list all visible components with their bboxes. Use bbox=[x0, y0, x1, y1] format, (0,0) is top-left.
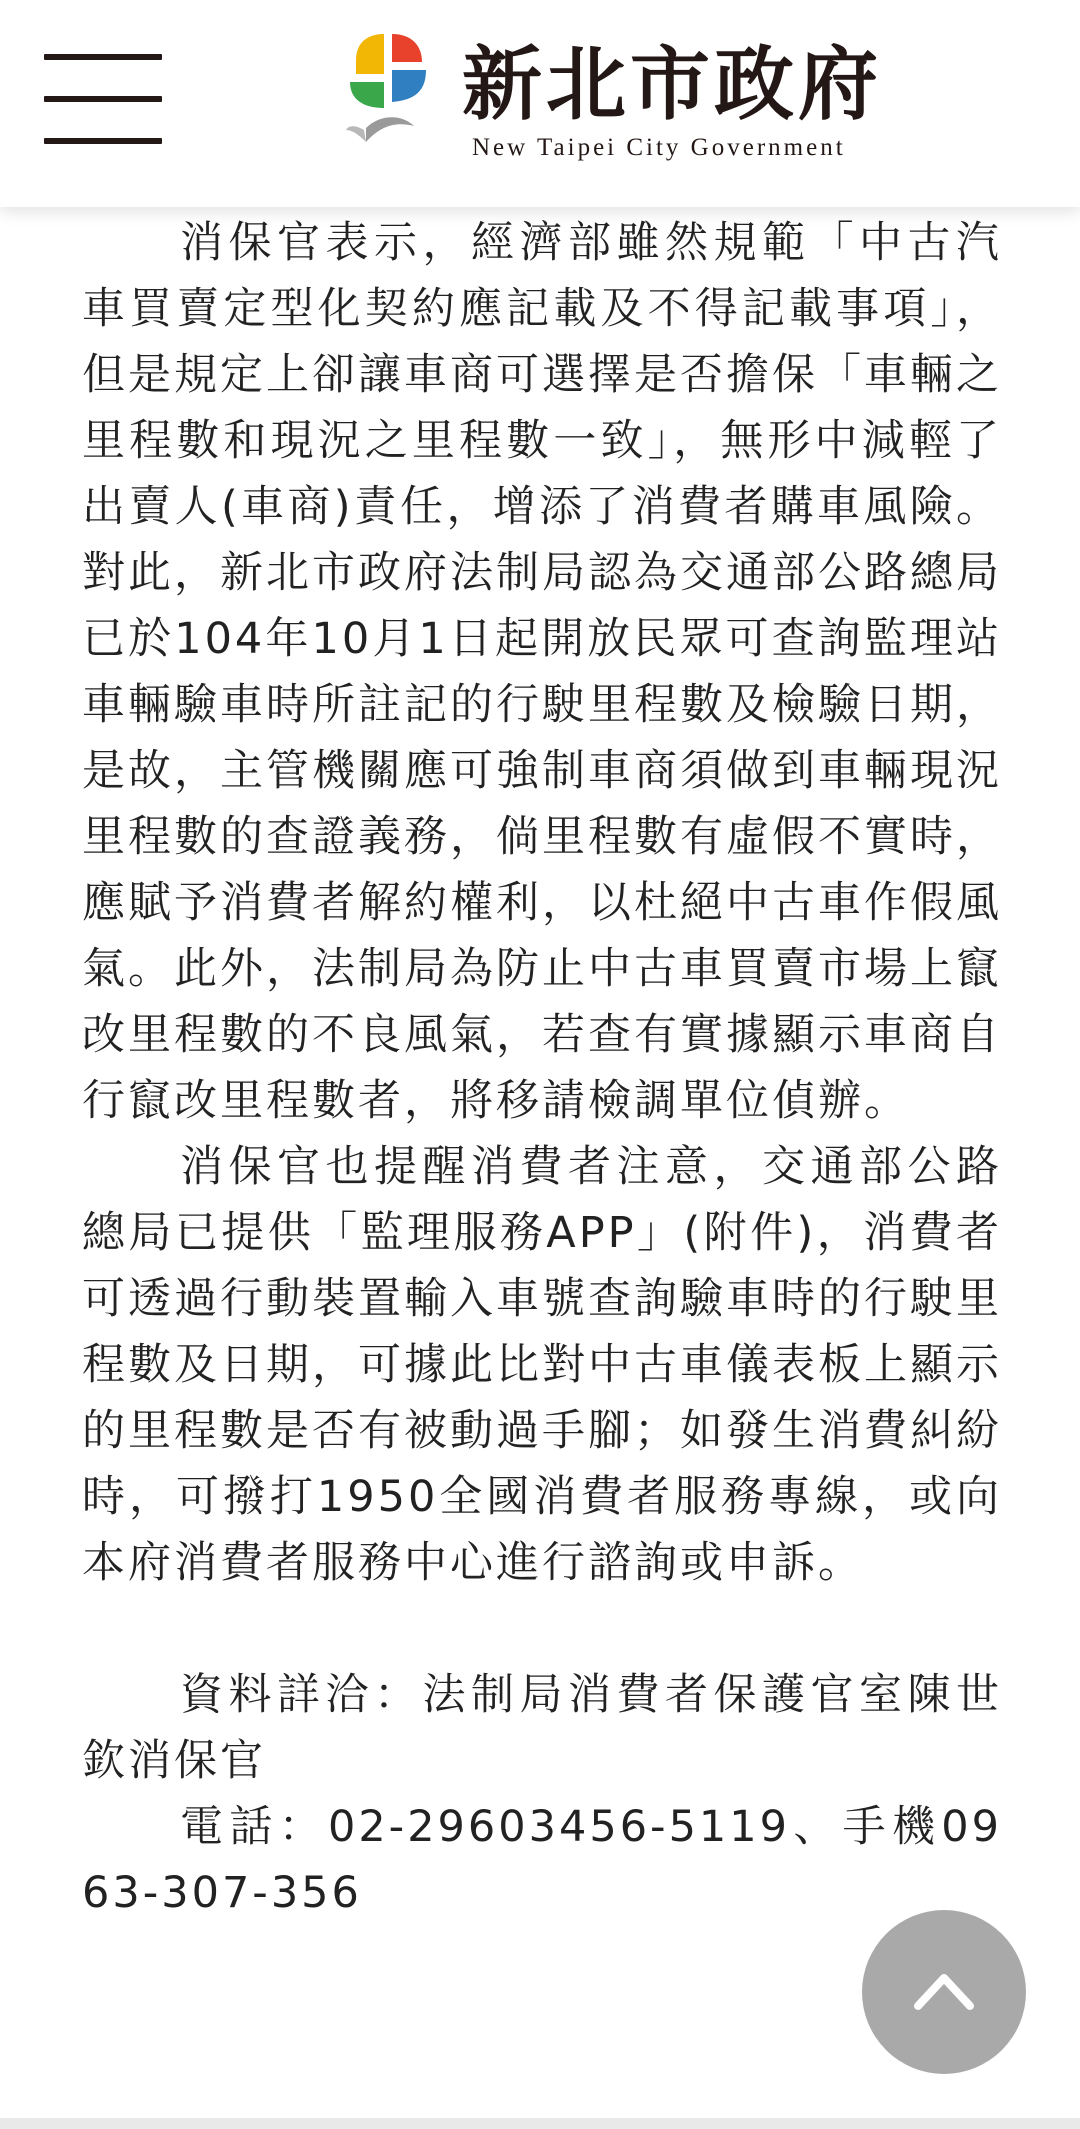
hamburger-menu-icon[interactable] bbox=[44, 54, 164, 144]
contact-phone: 電話：02-29603456-5119、手機0963-307-356 bbox=[82, 1802, 1002, 1918]
logo-chinese-title: 新北市政府 bbox=[462, 37, 882, 131]
article-paragraph-2: 消保官也提醒消費者注意，交通部公路總局已提供「監理服務APP」(附件)，消費者可透過行動裝置輸入車號查詢驗車時的行駛里程數及日期，可據此比對中古車儀表板上顯示的里程數是否有被動過手腳；如發生消費糾紛時，可撥打1950全國消費者服務專線，或向本府消費者服務中心進行諮詢或申訴。 bbox=[82, 1142, 1002, 1588]
site-logo[interactable] bbox=[336, 30, 906, 175]
menu-bar-bottom bbox=[44, 138, 162, 144]
menu-bar-top bbox=[44, 54, 162, 60]
back-to-top-button[interactable] bbox=[862, 1910, 1026, 2074]
site-header bbox=[0, 0, 1080, 207]
paragraph-spacer bbox=[82, 1596, 1002, 1662]
contact-info: 資料詳洽：法制局消費者保護官室陳世欽消保官 bbox=[82, 1670, 1002, 1786]
menu-bar-middle bbox=[44, 96, 162, 102]
article-paragraph-1: 消保官表示，經濟部雖然規範「中古汽車買賣定型化契約應記載及不得記載事項」，但是規定上卻讓車商可選擇是否擔保「車輛之里程數和現況之里程數一致」，無形中減輕了出賣人(車商)責任，增添了消費者購車風險。對此，新北市政府法制局認為交通部公路總局已於104年10月1日起開放民眾可查詢監理站車輛驗車時所註記的行駛里程數及檢驗日期，是故，主管機關應可強制車商須做到車輛現況里程數的查證義務，倘里程數有虛假不實時，應賦予消費者解約權利，以杜絕中古車作假風氣。此外，法制局為防止中古車買賣市場上竄改里程數的不良風氣，若查有實據顯示車商自行竄改里程數者，將移請檢調單位偵辦。 bbox=[82, 218, 1002, 1126]
logo-english-title: New Taipei City Government bbox=[472, 134, 846, 161]
bottom-divider bbox=[0, 2118, 1080, 2129]
new-taipei-emblem-icon bbox=[336, 30, 440, 162]
chevron-up-icon bbox=[914, 1966, 974, 2018]
article-body bbox=[82, 210, 1002, 1926]
